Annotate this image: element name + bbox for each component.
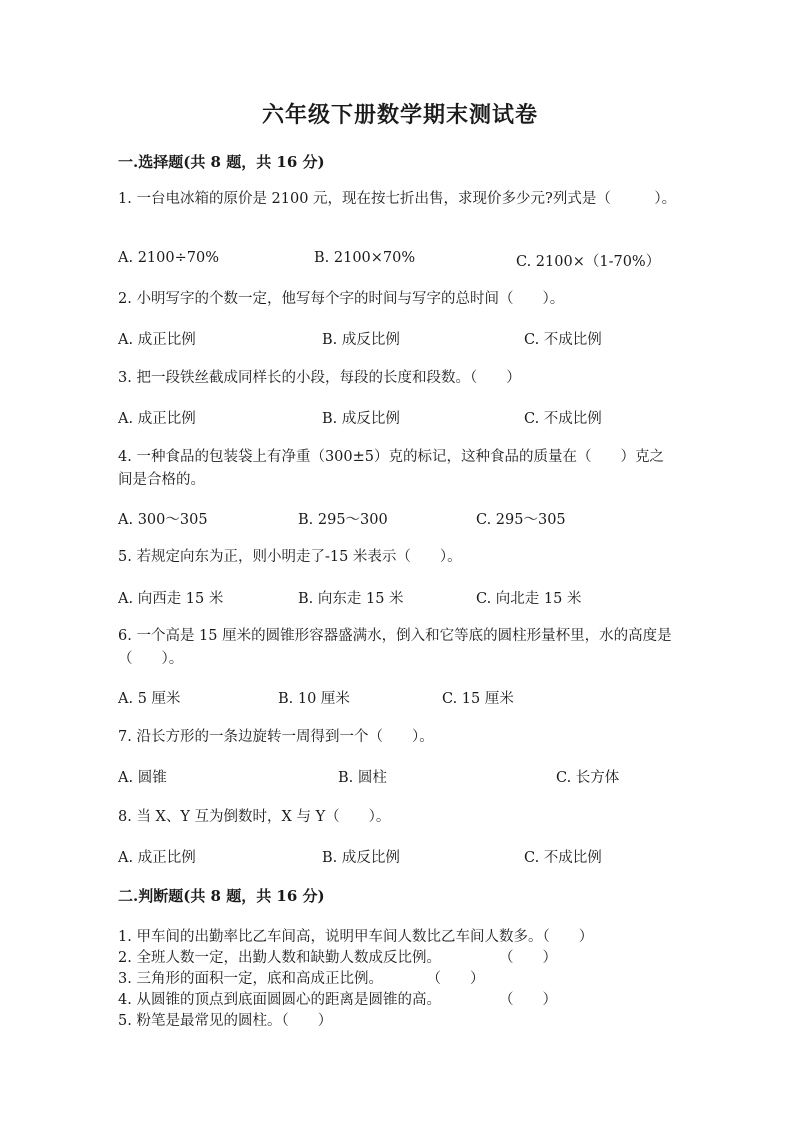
option-b: B. 成反比例 <box>322 332 400 348</box>
option-b: B. 成反比例 <box>322 411 400 427</box>
option-a: A. 300～305 <box>118 512 208 528</box>
option-c: C. 15 厘米 <box>442 691 514 707</box>
option-a: A. 5 厘米 <box>118 691 181 707</box>
question-text: 3. 把一段铁丝截成同样长的小段，每段的长度和段数。（ ） <box>118 370 521 386</box>
option-b: B. 圆柱 <box>338 770 387 786</box>
option-a: A. 圆锥 <box>118 770 167 786</box>
question-text: 6. 一个高是 15 厘米的圆锥形容器盛满水，倒入和它等底的圆柱形量杯里，水的高度是（ ）。 <box>118 628 672 667</box>
judgement-question: 5. 粉笔是最常见的圆柱。（ ） <box>118 1013 333 1029</box>
option-c: C. 长方体 <box>556 770 620 786</box>
question-text: 1. 一台电冰箱的原价是 2100 元，现在按七折出售，求现价多少元?列式是（ ）。 <box>118 191 677 207</box>
question-text: 8. 当 X、Y 互为倒数时，X 与 Y（ ）。 <box>118 809 391 825</box>
judgement-question: 2. 全班人数一定，出勤人数和缺勤人数成反比例。 （ ） <box>118 950 557 966</box>
option-c: C. 2100×（1-70%） <box>516 254 661 270</box>
option-b: B. 10 厘米 <box>278 691 350 707</box>
option-a: A. 成正比例 <box>118 850 196 866</box>
option-a: A. 成正比例 <box>118 411 196 427</box>
option-b: B. 295～300 <box>298 512 388 528</box>
option-a: A. 成正比例 <box>118 332 196 348</box>
question-text: 2. 小明写字的个数一定，他写每个字的时间与写字的总时间（ ）。 <box>118 291 565 307</box>
judgement-question: 3. 三角形的面积一定，底和高成正比例。 （ ） <box>118 971 485 987</box>
option-c: C. 295～305 <box>476 512 566 528</box>
judgement-question: 4. 从圆锥的顶点到底面圆圆心的距离是圆锥的高。 （ ） <box>118 992 557 1008</box>
option-b: B. 2100×70% <box>314 250 416 266</box>
option-c: C. 不成比例 <box>524 332 602 348</box>
option-c: C. 不成比例 <box>524 411 602 427</box>
option-b: B. 成反比例 <box>322 850 400 866</box>
option-c: C. 向北走 15 米 <box>476 591 582 607</box>
section-heading-choice: 一.选择题(共 8 题，共 16 分) <box>118 153 325 171</box>
section-heading-judgement: 二.判断题(共 8 题，共 16 分) <box>118 887 325 905</box>
question-text: 7. 沿长方形的一条边旋转一周得到一个（ ）。 <box>118 729 434 745</box>
option-b: B. 向东走 15 米 <box>298 591 404 607</box>
question-text: 4. 一种食品的包装袋上有净重（300±5）克的标记，这种食品的质量在（ ）克之间是合格的。 <box>118 449 664 488</box>
page-title: 六年级下册数学期末测试卷 <box>261 102 538 128</box>
question-text: 5. 若规定向东为正，则小明走了-15 米表示（ ）。 <box>118 549 462 565</box>
option-c: C. 不成比例 <box>524 850 602 866</box>
judgement-question: 1. 甲车间的出勤率比乙车间高，说明甲车间人数比乙车间人数多。（ ） <box>118 929 594 945</box>
option-a: A. 向西走 15 米 <box>118 591 224 607</box>
option-a: A. 2100÷70% <box>118 250 219 266</box>
